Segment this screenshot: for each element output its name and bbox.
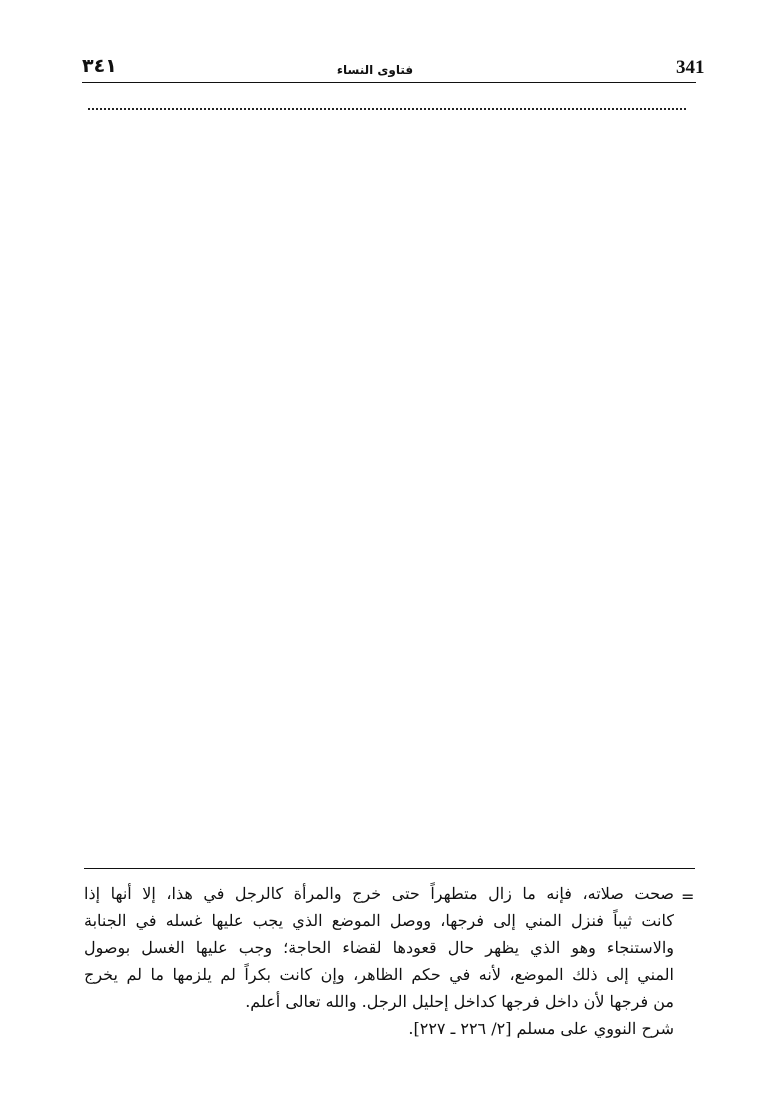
footnote-rule [84, 868, 695, 869]
page-number-latin: 341 [676, 57, 705, 78]
running-title: فتاوى النساء [336, 63, 414, 77]
header-rule [82, 82, 696, 83]
footnote-line: المني إلى ذلك الموضع، لأنه في حكم الظاهر، وإن كانت بكراً لم يلزمها ما لم يخرج [84, 965, 674, 984]
footnote-block [84, 880, 674, 1042]
footnote-line: كانت ثيباً فنزل المني إلى فرجها، ووصل الموضع الذي يجب عليها غسله في الجنابة [84, 911, 674, 930]
footnote-line: من فرجها لأن داخل فرجها كداخل إحليل الرجل. والله تعالى أعلم. [245, 992, 674, 1011]
footnote-continuation-marker: = [681, 887, 695, 906]
dotted-separator [88, 108, 686, 110]
footnote-line: صحت صلاته، فإنه ما زال متطهراً حتى خرج والمرأة كالرجل في هذا، إلا أنها إذا [84, 884, 674, 903]
footnote-line: والاستنجاء وهو الذي يظهر حال قعودها لقضاء الحاجة؛ وجب عليها الغسل بوصول [84, 938, 674, 957]
page-number-arabic: ٣٤١ [82, 55, 117, 77]
footnote-source-citation: شرح النووي على مسلم [٢/ ٢٢٦ ـ ٢٢٧]. [408, 1019, 674, 1038]
